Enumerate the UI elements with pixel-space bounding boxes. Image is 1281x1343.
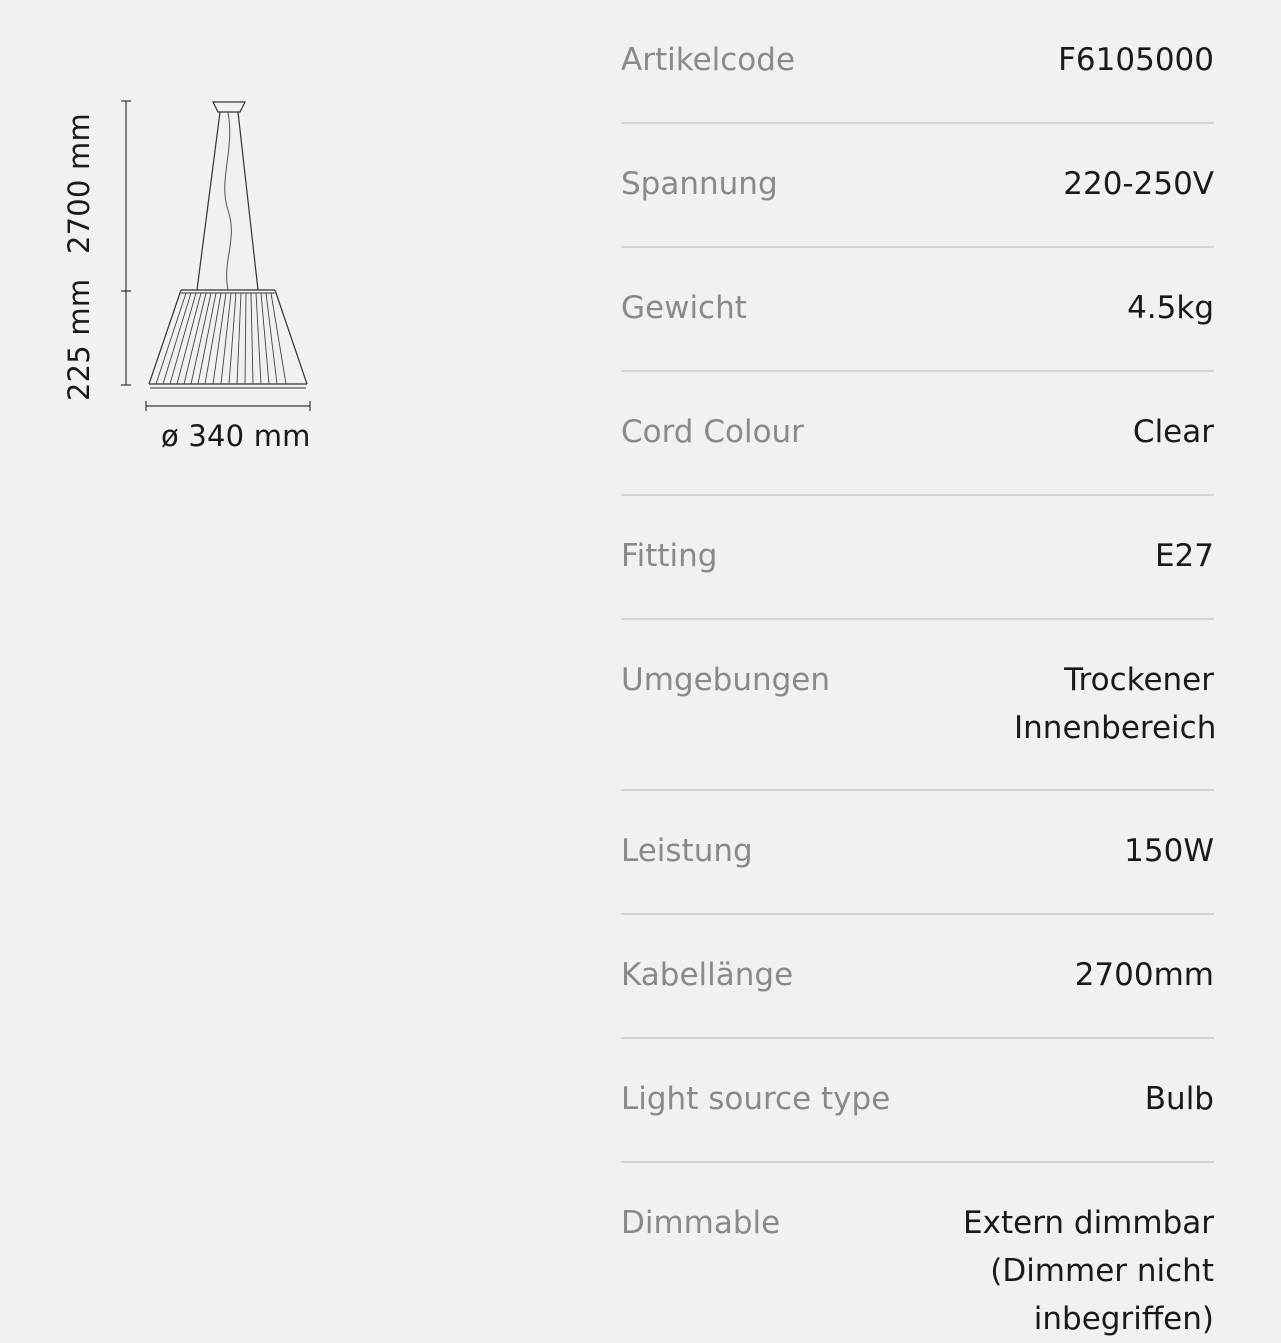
spec-label: Light source type (621, 1081, 891, 1117)
spec-value: Extern dimmbar (Dimmer nicht inbegriffen) (963, 1205, 1214, 1337)
spec-row-gewicht (621, 248, 1214, 372)
spec-row-fitting (621, 496, 1214, 620)
diameter-label: ø 340 mm (161, 419, 311, 453)
spec-table (621, 0, 1217, 1337)
spec-label: Fitting (621, 538, 718, 574)
spec-value: F6105000 (1058, 42, 1214, 78)
spec-value: Bulb (1144, 1081, 1214, 1117)
spec-label: Artikelcode (621, 42, 796, 78)
spec-row-dimmable (621, 1163, 1214, 1337)
spec-label: Gewicht (621, 290, 747, 326)
spec-label: Umgebungen (621, 662, 831, 698)
spec-value: 2700mm (1074, 957, 1214, 993)
spec-value: 220-250V (1063, 166, 1214, 202)
spec-value: Clear (1132, 414, 1214, 450)
shade-height-label: 225 mm (62, 278, 96, 401)
spec-label: Kabellänge (621, 957, 794, 993)
spec-label: Leistung (621, 833, 753, 869)
spec-row-leistung (621, 791, 1214, 915)
spec-label: Spannung (621, 166, 778, 202)
product-dimension-drawing (50, 90, 330, 460)
spec-row-cord-colour (621, 372, 1214, 496)
spec-row-artikelcode (621, 0, 1214, 124)
spec-value: 4.5kg (1127, 290, 1214, 326)
spec-value: 150W (1124, 833, 1214, 869)
spec-label: Cord Colour (621, 414, 804, 450)
spec-row-spannung (621, 124, 1214, 248)
cord-height-label: 2700 mm (62, 113, 96, 254)
spec-label: Dimmable (621, 1205, 781, 1241)
spec-row-light-source-type (621, 1039, 1214, 1163)
spec-value: E27 (1154, 538, 1214, 574)
spec-row-kabellaenge (621, 915, 1214, 1039)
spec-row-umgebungen (621, 620, 1217, 791)
spec-value: Trockener Innenbereich (1014, 662, 1217, 746)
